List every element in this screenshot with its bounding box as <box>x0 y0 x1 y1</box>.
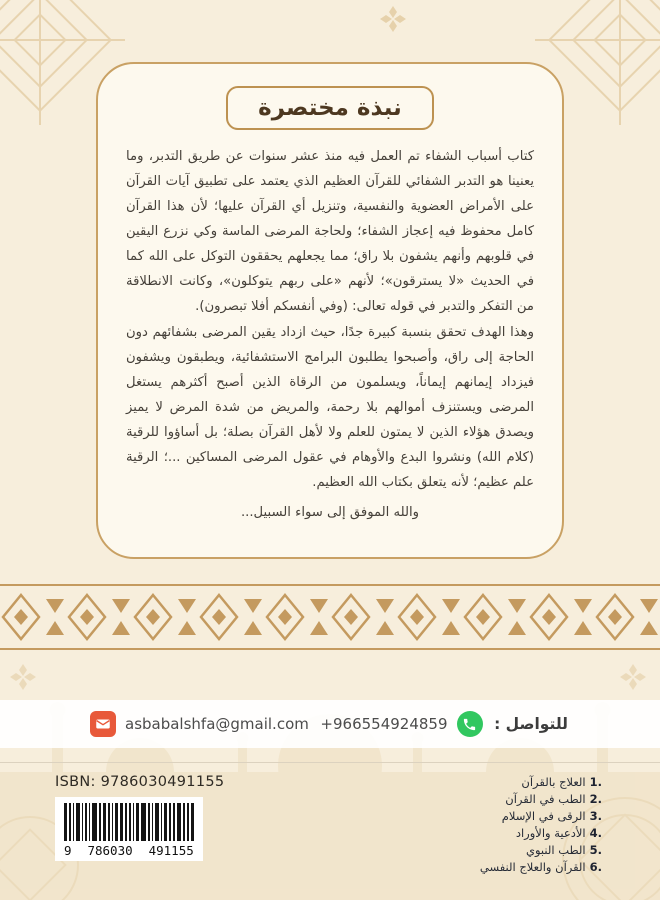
whatsapp-icon <box>457 711 483 737</box>
barcode-digits <box>64 843 194 858</box>
book-item-label: الطب في القرآن <box>505 792 586 806</box>
book-item-number: 3. <box>589 809 602 823</box>
book-item-number: 6. <box>589 860 602 874</box>
book-list-item <box>480 808 602 825</box>
book-list-item <box>480 825 602 842</box>
top-edge-motif <box>380 6 406 32</box>
summary-card <box>96 62 564 559</box>
book-item-label: القرآن والعلاج النفسي <box>479 860 586 874</box>
decorative-band <box>0 584 660 650</box>
contact-label: للتواصل : <box>494 715 568 733</box>
book-item-label: العلاج بالقرآن <box>521 775 586 789</box>
book-list-item <box>480 842 602 859</box>
phone-group[interactable] <box>320 711 482 737</box>
barcode-digit-right: 491155 <box>148 843 194 858</box>
summary-paragraph-1: كتاب أسباب الشفاء تم العمل فيه منذ عشر سنوات عن طريق التدبر، وما يعنينا هو التدبر الشفائي للقرآن العظيم الذي يعتمد على تطبيق آيات القرآن على الأمراض العضوية والنفسية، وتنزيل أي القرآن عليها؛ لأن هذا القرآن كامل محفوظ فيه إعجاز الشفاء؛ ولحاجة المرضى الماسة وكي نزرع اليقين في قلوبهم وأنهم يشفون بلا راق؛ مما يجعلهم يحققون التوكل على الله كما في الحديث «لا يسترقون»؛ لأنهم «على ربهم يتوكلون»، وكانت الانطلاقة من التفكر والتدبر في قوله تعالى: (وفي أنفسكم أفلا تبصرون). <box>126 149 534 315</box>
book-item-label: الطب النبوي <box>525 843 586 857</box>
email-icon <box>90 711 116 737</box>
right-edge-motif <box>620 664 646 690</box>
divider-line <box>0 762 660 763</box>
barcode <box>55 797 203 861</box>
book-item-number: 1. <box>589 775 602 789</box>
summary-closing: والله الموفق إلى سواء السبيل... <box>240 505 420 521</box>
summary-title-badge <box>226 86 434 130</box>
book-item-number: 2. <box>589 792 602 806</box>
barcode-bars <box>64 803 194 841</box>
barcode-digit-left: 9 <box>64 843 72 858</box>
summary-title: نبذة مختصرة <box>258 95 402 121</box>
book-item-number: 4. <box>589 826 602 840</box>
contact-bar <box>0 700 660 748</box>
book-list <box>480 774 602 876</box>
contact-phone: +966554924859 <box>320 715 448 733</box>
book-list-item <box>480 859 602 876</box>
barcode-digit-mid: 786030 <box>87 843 133 858</box>
left-edge-motif <box>10 664 36 690</box>
email-group[interactable] <box>90 711 309 737</box>
book-list-item <box>480 774 602 791</box>
summary-paragraph-2: وهذا الهدف تحقق بنسبة كبيرة جدًا، حيث ازداد يقين المرضى بشفائهم دون الحاجة إلى راق، وأصبحوا يطلبون البرامج الاستشفائية، ويطبقون ويشفون فيزداد إيمانهم إيماناً، ويسلمون من الرقاة الذين أصبح أكثرهم يستغل المرضى ويستنزف أموالهم بلا رحمة، والمريض من شدة المرض لا يميز ويصدق هؤلاء الذين لا يمتون للعلم ولا لأهل القرآن بصلة؛ بل أساؤوا للرقية (كلام الله) ونشروا البدع والأوهام في عقول المرضى المساكين ...؛ الرقية علم عظيم؛ لأنه يتعلق بكتاب الله العظيم. <box>126 324 534 491</box>
isbn-block <box>55 774 325 861</box>
contact-email: asbabalshfa@gmail.com <box>125 715 309 733</box>
book-item-label: الرقى في الإسلام <box>501 809 586 823</box>
book-list-item <box>480 791 602 808</box>
isbn-label: ISBN: 9786030491155 <box>55 774 225 790</box>
book-item-number: 5. <box>589 843 602 857</box>
book-item-label: الأدعية والأوراد <box>515 826 586 840</box>
